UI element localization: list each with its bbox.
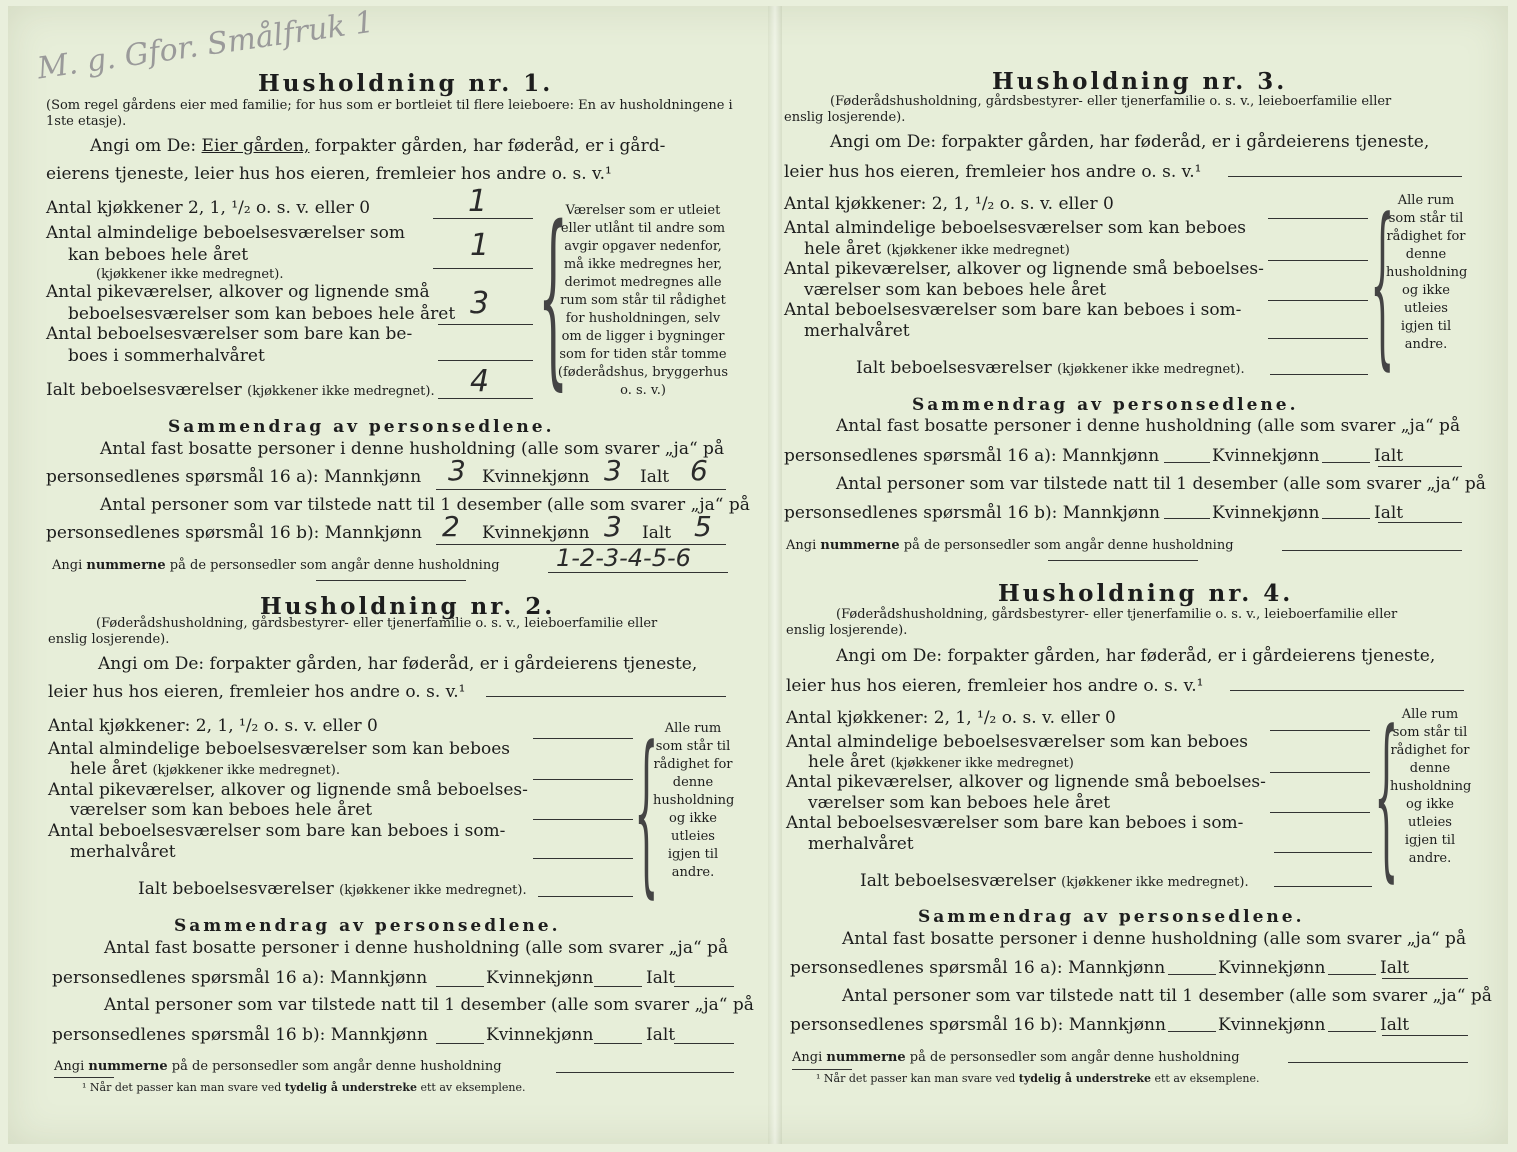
hh4-tilstede-l1: Antal personer som var tilstede natt til 1 desember (alle som svarer „ja“ på [842, 986, 1492, 1006]
hh3-ialt-label: Ialt beboelsesværelser [856, 358, 1052, 378]
hh2-footnote [82, 1081, 526, 1094]
hh3-side-text: Alle rum som står til rådighet for denne husholdning og ikke utleies igjen til andre. [1386, 193, 1468, 352]
hh2-angi-l1: Angi om De: forpakter gården, har føderåd, er i gårdeierens tjeneste, [98, 654, 698, 674]
hh2-brace: { [634, 709, 659, 914]
hh1-side-text: Værelser som er utleiet eller utlånt til andre som avgir opgaver nedenfor, må ikke medregnes her, derimot medregnes alle rum som står til rådighet for husholdningen, selv om de ligger i bygninger som for tiden står tomme (føderådshus, bryggerhus o. s. v.) [557, 203, 729, 398]
hh3-alm-l1: Antal almindelige beboelsesværelser som kan beboes [784, 218, 1246, 238]
hh1-nummer-value[interactable]: 1-2-3-4-5-6 [556, 544, 691, 572]
hh1-ialt-row [46, 380, 435, 400]
hh1-angi-underlined-answer: Eier gården, [201, 136, 310, 156]
hh1-nummer-line [548, 572, 728, 573]
hh4-tilstede-ialt-field[interactable] [1382, 1035, 1468, 1036]
hh2-som-line [533, 858, 633, 859]
hh4-ialt-row [860, 871, 1249, 891]
hh1-pike-l2: beboelsesværelser som kan beboes hele året [68, 304, 456, 324]
hh3-som-l1: Antal beboelsesværelser som bare kan beboes i som- [784, 300, 1242, 320]
census-form-sheet [8, 6, 1508, 1144]
page-fold [768, 6, 782, 1144]
hh2-alm-l1: Antal almindelige beboelsesværelser som kan beboes [48, 739, 510, 759]
hh2-kjokkener-label: Antal kjøkkener: 2, 1, ¹/₂ o. s. v. eller 0 [48, 716, 378, 736]
hh3-angi-l2: leier hus hos eieren, fremleier hos andre o. s. v.¹ [784, 162, 1202, 182]
hh3-fast-l1: Antal fast bosatte personer i denne husholdning (alle som svarer „ja“ på [836, 416, 1461, 436]
hh4-title: Husholdning nr. 4. [998, 580, 1294, 607]
hh4-angi-line [1230, 690, 1464, 691]
hh2-angi-l2: leier hus hos eieren, fremleier hos andre o. s. v.¹ [48, 682, 466, 702]
hh1-fast-k[interactable]: 3 [604, 454, 622, 487]
hh1-tilstede-ialt-label: Ialt [642, 523, 672, 543]
hh3-som-l2: merhalvåret [804, 321, 910, 341]
hh4-alm-line [1270, 772, 1370, 773]
hh1-ialt-note: (kjøkkener ikke medregnet). [247, 384, 435, 399]
hh4-brace: { [1374, 693, 1399, 898]
hh2-fast-l2: personsedlenes spørsmål 16 a): Mannkjønn [52, 968, 428, 988]
hh1-tilstede-l1: Antal personer som var tilstede natt til 1 desember (alle som svarer „ja“ på [100, 495, 750, 515]
hh1-alm-line [433, 268, 533, 269]
hh2-nummer-c: på de personsedler som angår denne husholdning [171, 1059, 502, 1074]
hh3-ialt-line [1270, 374, 1368, 375]
hh1-sommer-l1: Antal beboelsesværelser som bare kan be- [46, 324, 413, 344]
hh2-fast-kvinne: Kvinnekjønn [486, 968, 594, 988]
hh1-nummer-b: nummerne [86, 558, 166, 573]
hh1-fast-l1: Antal fast bosatte personer i denne husholdning (alle som svarer „ja“ på [100, 439, 725, 459]
hh1-tilstede-m[interactable]: 2 [442, 510, 460, 543]
hh3-angi-line [1228, 176, 1462, 177]
hh2-note-l2: enslig losjerende). [48, 632, 170, 647]
hh3-brace: { [1370, 181, 1395, 386]
hh4-fast-m-field[interactable] [1168, 974, 1216, 975]
hh2-tilstede-ialt-field[interactable] [674, 1043, 734, 1044]
hh2-fast-ialt: Ialt [646, 968, 676, 988]
hh3-fast-kvinne: Kvinnekjønn [1212, 446, 1320, 466]
hh4-nummer-a: Angi [792, 1050, 823, 1065]
hh3-som-line [1268, 338, 1368, 339]
hh4-som-l1: Antal beboelsesværelser som bare kan beboes i som- [786, 813, 1244, 833]
hh3-pike-line [1268, 300, 1368, 301]
hh2-footnote-rule [54, 1077, 114, 1078]
hh2-tilstede-ialt: Ialt [646, 1025, 676, 1045]
hh1-alm-value[interactable]: 1 [470, 228, 490, 263]
hh1-pike-value[interactable]: 3 [470, 286, 490, 321]
hh3-fast-k-field[interactable] [1322, 462, 1370, 463]
hh1-alm-l1: Antal almindelige beboelsesværelser som [46, 223, 405, 243]
hh2-side-text: Alle rum som står til rådighet for denne husholdning og ikke utleies igjen til andre. [653, 721, 735, 880]
hh1-angi-line2: eierens tjeneste, leier hus hos eieren, fremleier hos andre o. s. v.¹ [46, 164, 612, 184]
hh2-ialt-line [538, 896, 633, 897]
hh4-angi-l2: leier hus hos eieren, fremleier hos andre o. s. v.¹ [786, 676, 1204, 696]
hh3-nummer-row [786, 538, 1234, 554]
hh4-fast-kvinne: Kvinnekjønn [1218, 958, 1326, 978]
hh4-alm-note: (kjøkkener ikke medregnet) [890, 756, 1074, 771]
hh4-note-l2: enslig losjerende). [786, 623, 908, 638]
hh3-separator [1048, 560, 1198, 561]
hh2-tilstede-k-field[interactable] [594, 1043, 642, 1044]
hh3-note-l1: (Føderådshusholdning, gårdsbestyrer- eller tjenerfamilie o. s. v., leieboerfamilie eller [830, 94, 1392, 109]
hh2-note-l1: (Føderådshusholdning, gårdsbestyrer- eller tjenerfamilie o. s. v., leieboerfamilie eller [96, 616, 658, 631]
hh1-summary-title: Sammendrag av personsedlene. [168, 417, 555, 437]
hh4-tilstede-k-field[interactable] [1328, 1031, 1376, 1032]
hh4-pike-l2: værelser som kan beboes hele året [808, 793, 1111, 813]
hh2-angi-line [486, 696, 726, 697]
hh1-pike-l1: Antal pikeværelser, alkover og lignende små [46, 282, 430, 302]
hh4-fast-ialt-field[interactable] [1382, 978, 1468, 979]
hh3-title: Husholdning nr. 3. [992, 68, 1288, 95]
hh2-tilstede-l2: personsedlenes spørsmål 16 b): Mannkjønn [52, 1025, 428, 1045]
hh1-tilstede-kvinne: Kvinnekjønn [482, 523, 590, 543]
hh1-kjokkener-label: Antal kjøkkener 2, 1, ¹/₂ o. s. v. eller 0 [46, 198, 371, 218]
hh4-footnote-rule [792, 1069, 852, 1070]
hh4-fast-ialt: Ialt [1380, 958, 1410, 978]
hh1-brace: { [538, 186, 569, 407]
hh1-note: (Som regel gårdens eier med familie; for hus som er bortleiet til flere leieboere: En av husholdningene i 1ste etasje). [46, 98, 733, 129]
hh2-som-l1: Antal beboelsesværelser som bare kan beboes i som- [48, 821, 506, 841]
hh4-summary-title: Sammendrag av personsedlene. [918, 907, 1305, 927]
hh4-side-text: Alle rum som står til rådighet for denne husholdning og ikke utleies igjen til andre. [1390, 707, 1472, 866]
hh3-pike-l2: værelser som kan beboes hele året [804, 280, 1107, 300]
hh3-pike-l1: Antal pikeværelser, alkover og lignende små beboelses- [784, 259, 1264, 279]
hh4-nummer-c: på de personsedler som angår denne husholdning [909, 1050, 1240, 1065]
hh2-pike-l1: Antal pikeværelser, alkover og lignende små beboelses- [48, 780, 528, 800]
hh3-nummer-b: nummerne [820, 538, 900, 553]
hh4-angi-l1: Angi om De: forpakter gården, har føderåd, er i gårdeierens tjeneste, [836, 646, 1436, 666]
hh4-ialt-note: (kjøkkener ikke medregnet). [1061, 875, 1249, 890]
hh3-kjokkener-line [1268, 218, 1368, 219]
hh1-sommer-l2: boes i sommerhalvåret [68, 346, 265, 366]
hh4-fast-l2: personsedlenes spørsmål 16 a): Mannkjønn [790, 958, 1166, 978]
hh3-alm-note: (kjøkkener ikke medregnet) [886, 243, 1070, 258]
hh2-nummer-field[interactable] [556, 1072, 734, 1073]
hh1-angi-line1 [90, 136, 665, 156]
hh1-fast-l2: personsedlenes spørsmål 16 a): Mannkjønn [46, 467, 422, 487]
hh2-title: Husholdning nr. 2. [260, 593, 556, 620]
hh2-nummer-b: nummerne [88, 1059, 168, 1074]
hh1-alm-l2: kan beboes hele året [68, 245, 249, 265]
hh3-note-l2: enslig losjerende). [784, 110, 906, 125]
hh1-separator [316, 580, 466, 581]
hh4-tilstede-l2: personsedlenes spørsmål 16 b): Mannkjønn [790, 1015, 1166, 1035]
hh4-pike-line [1270, 812, 1370, 813]
hh4-note-l1: (Føderådshusholdning, gårdsbestyrer- eller tjenerfamilie o. s. v., leieboerfamilie eller [836, 607, 1398, 622]
hh3-nummer-c: på de personsedler som angår denne husholdning [903, 538, 1234, 553]
hh2-tilstede-m-field[interactable] [436, 1043, 484, 1044]
hh3-alm-row2 [804, 239, 1070, 259]
hh2-alm-note: (kjøkkener ikke medregnet). [152, 763, 340, 778]
hh3-tilstede-m-field[interactable] [1164, 518, 1210, 519]
hh3-fast-ialt: Ialt [1374, 446, 1404, 466]
hh2-ialt-note: (kjøkkener ikke medregnet). [339, 883, 527, 898]
hh4-alm-l2: hele året [808, 752, 886, 772]
hh2-tilstede-l1: Antal personer som var tilstede natt til 1 desember (alle som svarer „ja“ på [104, 995, 754, 1015]
hh2-fast-ialt-field[interactable] [674, 986, 734, 987]
hh4-fast-l1: Antal fast bosatte personer i denne husholdning (alle som svarer „ja“ på [842, 929, 1467, 949]
hh1-nummer-c: på de personsedler som angår denne husholdning [169, 558, 500, 573]
hh1-tilstede-l2: personsedlenes spørsmål 16 b): Mannkjønn [46, 523, 422, 543]
hh1-ialt-line [438, 398, 533, 399]
hh1-nummer-a: Angi [52, 558, 83, 573]
hh3-summary-title: Sammendrag av personsedlene. [912, 395, 1299, 415]
hh3-ialt-row [856, 358, 1245, 378]
hh4-nummer-b: nummerne [826, 1050, 906, 1065]
hh4-kjokkener-line [1270, 730, 1370, 731]
hh1-sommer-line [438, 360, 533, 361]
hh4-som-line [1274, 852, 1372, 853]
hh1-angi-prefix: Angi om De: [90, 136, 197, 156]
hh3-tilstede-kvinne: Kvinnekjønn [1212, 503, 1320, 523]
hh1-fast-kvinne: Kvinnekjønn [482, 467, 590, 487]
hh1-ialt-value[interactable]: 4 [470, 364, 490, 399]
hh4-som-l2: merhalvåret [808, 834, 914, 854]
hh1-tilstede-ialt[interactable]: 5 [694, 510, 712, 543]
hh1-nummer-row [52, 558, 500, 574]
hh1-fast-ialt[interactable]: 6 [690, 454, 708, 487]
hh4-nummer-field[interactable] [1288, 1062, 1468, 1063]
hh3-kjokkener-label: Antal kjøkkener: 2, 1, ¹/₂ o. s. v. eller 0 [784, 194, 1114, 214]
hh4-fast-k-field[interactable] [1328, 974, 1376, 975]
hh1-fast-ialt-label: Ialt [640, 467, 670, 487]
hh2-tilstede-kvinne: Kvinnekjønn [486, 1025, 594, 1045]
hh1-pike-line [438, 324, 533, 325]
hh3-ialt-note: (kjøkkener ikke medregnet). [1057, 362, 1245, 377]
hh2-footnote-c: ett av eksemplene. [420, 1081, 526, 1094]
hh3-tilstede-ialt: Ialt [1374, 503, 1404, 523]
hh3-fast-ialt-field[interactable] [1378, 466, 1462, 467]
hh2-kjokkener-line [533, 738, 633, 739]
hh1-ialt-label: Ialt beboelsesværelser [46, 380, 242, 400]
hh2-alm-l2: hele året [70, 759, 148, 779]
hh1-kjokkener-line [433, 218, 533, 219]
hh2-footnote-a: ¹ Når det passer kan man svare ved [82, 1081, 282, 1094]
hh3-tilstede-k-field[interactable] [1322, 518, 1370, 519]
hh1-angi-options: forpakter gården, har føderåd, er i gård- [314, 136, 666, 156]
hh1-fast-line [436, 489, 726, 490]
hh4-tilstede-m-field[interactable] [1168, 1031, 1216, 1032]
hh3-alm-l2: hele året [804, 239, 882, 259]
hh1-fast-m[interactable]: 3 [448, 454, 466, 487]
hh1-title: Husholdning nr. 1. [258, 70, 554, 97]
hh4-pike-l1: Antal pikeværelser, alkover og lignende små beboelses- [786, 772, 1266, 792]
hh3-tilstede-l2: personsedlenes spørsmål 16 b): Mannkjønn [784, 503, 1160, 523]
hh3-fast-m-field[interactable] [1164, 462, 1210, 463]
hh4-footnote-b: tydelig å understreke [1018, 1072, 1151, 1085]
hh4-tilstede-kvinne: Kvinnekjønn [1218, 1015, 1326, 1035]
hh3-tilstede-ialt-field[interactable] [1378, 522, 1462, 523]
hh2-nummer-a: Angi [54, 1059, 85, 1074]
hh2-ialt-row [138, 879, 527, 899]
hh2-fast-k-field[interactable] [594, 986, 642, 987]
hh3-fast-l2: personsedlenes spørsmål 16 a): Mannkjønn [784, 446, 1160, 466]
hh2-som-l2: merhalvåret [70, 842, 176, 862]
hh2-fast-l1: Antal fast bosatte personer i denne husholdning (alle som svarer „ja“ på [104, 938, 729, 958]
hh4-footnote [816, 1072, 1260, 1085]
hh1-tilstede-k[interactable]: 3 [604, 510, 622, 543]
hh2-alm-row2 [70, 759, 340, 779]
hh4-footnote-c: ett av eksemplene. [1154, 1072, 1260, 1085]
hh4-alm-l1: Antal almindelige beboelsesværelser som kan beboes [786, 732, 1248, 752]
hh4-alm-row2 [808, 752, 1074, 772]
hh2-ialt-label: Ialt beboelsesværelser [138, 879, 334, 899]
hh2-footnote-b: tydelig å understreke [284, 1081, 417, 1094]
hh2-summary-title: Sammendrag av personsedlene. [174, 916, 561, 936]
hh2-fast-m-field[interactable] [436, 986, 484, 987]
hh3-nummer-field[interactable] [1282, 550, 1462, 551]
hh4-tilstede-ialt: Ialt [1380, 1015, 1410, 1035]
hh1-alm-l3: (kjøkkener ikke medregnet). [96, 267, 284, 282]
hh2-alm-line [533, 779, 633, 780]
hh4-ialt-label: Ialt beboelsesværelser [860, 871, 1056, 891]
hh2-nummer-row [54, 1059, 502, 1075]
hh4-nummer-row [792, 1050, 1240, 1066]
hh2-pike-line [533, 819, 633, 820]
hh4-kjokkener-label: Antal kjøkkener: 2, 1, ¹/₂ o. s. v. eller 0 [786, 708, 1116, 728]
hh3-tilstede-l1: Antal personer som var tilstede natt til 1 desember (alle som svarer „ja“ på [836, 474, 1486, 494]
hh4-ialt-line [1274, 886, 1372, 887]
hh4-footnote-a: ¹ Når det passer kan man svare ved [816, 1072, 1016, 1085]
corner-handwritten-note: M. g. Gfor. Smålfruk 1 [35, 4, 377, 87]
hh1-kjokkener-value[interactable]: 1 [468, 184, 488, 219]
hh2-pike-l2: værelser som kan beboes hele året [70, 800, 373, 820]
hh3-nummer-a: Angi [786, 538, 817, 553]
hh3-angi-l1: Angi om De: forpakter gården, har føderåd, er i gårdeierens tjeneste, [830, 132, 1430, 152]
hh3-alm-line [1268, 260, 1368, 261]
